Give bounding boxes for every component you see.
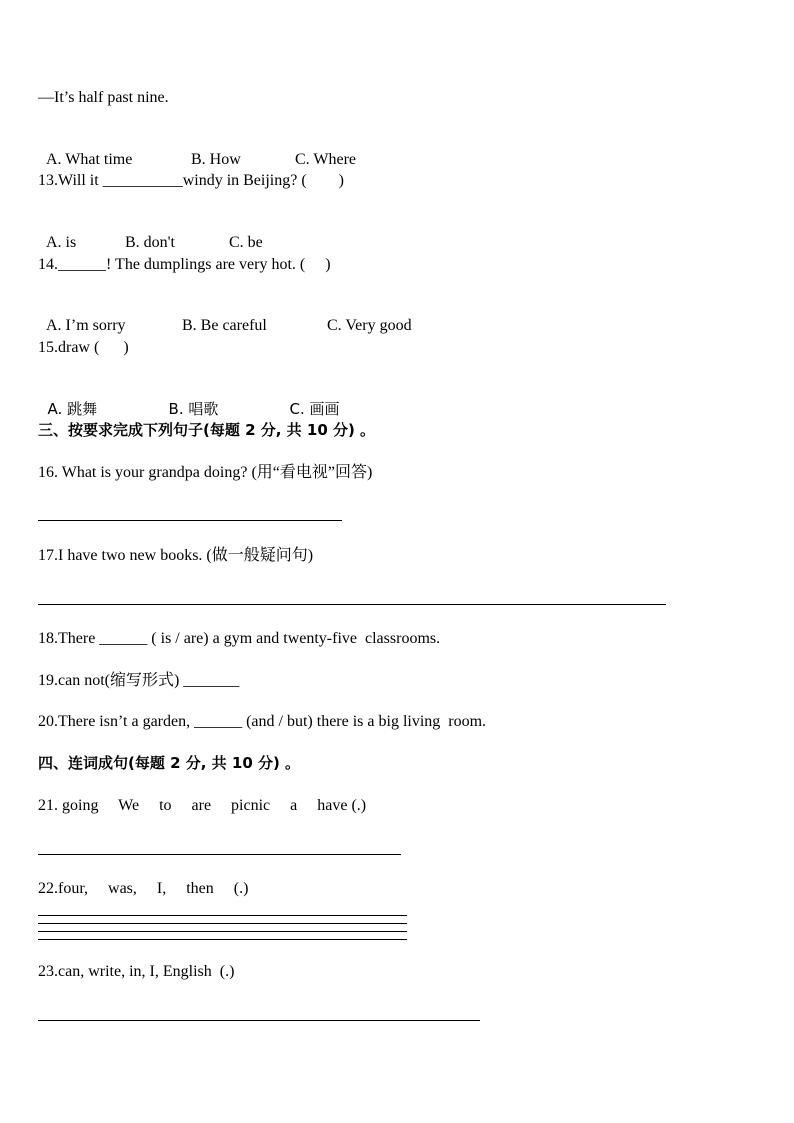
q12-option-a[interactable]: A. What time	[46, 151, 133, 168]
q15-option-b[interactable]: B. 唱歌	[168, 400, 219, 418]
question-16: 16. What is your grandpa doing? (用“看电视”回答)	[38, 464, 373, 481]
q12-option-c[interactable]: C. Where	[295, 151, 357, 168]
answer-line-16[interactable]	[38, 520, 342, 521]
question-20: 20.There isn’t a garden, ______ (and / but) there is a big living room.	[38, 713, 487, 730]
answer-line-22d[interactable]	[38, 939, 407, 940]
q13-option-c[interactable]: C. be	[229, 234, 263, 251]
question-22: 22.four, was, I, then (.)	[38, 880, 249, 897]
q15-option-a[interactable]: A. 跳舞	[47, 400, 98, 418]
question-21: 21. going We to are picnic a have (.)	[38, 797, 367, 814]
q13-option-b[interactable]: B. don't	[125, 234, 175, 251]
question-17: 17.I have two new books. (做一般疑问句)	[38, 547, 314, 564]
question-18: 18.There ______ ( is / are) a gym and twenty-five classrooms.	[38, 630, 441, 647]
q15-options	[38, 379, 340, 419]
q12-options	[38, 130, 356, 170]
q15-option-c[interactable]: C. 画画	[289, 400, 340, 418]
question-23: 23.can, write, in, I, English (.)	[38, 963, 235, 980]
question-19: 19.can not(缩写形式) _______	[38, 672, 240, 689]
q14-option-b[interactable]: B. Be careful	[182, 317, 267, 334]
q12-option-b[interactable]: B. How	[191, 151, 241, 168]
answer-line-previous: —It’s half past nine.	[38, 89, 169, 106]
answer-line-22b[interactable]	[38, 923, 407, 924]
question-15: 15.draw ( )	[38, 339, 129, 356]
answer-line-23[interactable]	[38, 1020, 480, 1021]
answer-line-22a[interactable]	[38, 915, 407, 916]
answer-line-17[interactable]	[38, 604, 666, 605]
answer-line-22c[interactable]	[38, 931, 407, 932]
question-13: 13.Will it __________windy in Beijing? ( )	[38, 172, 344, 189]
q13-option-a[interactable]: A. is	[46, 234, 77, 251]
q14-options	[38, 296, 412, 336]
section-4-heading: 四、连词成句(每题 2 分, 共 10 分) 。	[38, 754, 301, 772]
question-14: 14.______! The dumplings are very hot. ( )	[38, 256, 331, 273]
q14-option-c[interactable]: C. Very good	[327, 317, 412, 334]
q13-options	[38, 213, 263, 253]
answer-line-21[interactable]	[38, 854, 401, 855]
section-3-heading: 三、按要求完成下列句子(每题 2 分, 共 10 分) 。	[38, 421, 376, 439]
q14-option-a[interactable]: A. I’m sorry	[46, 317, 126, 334]
